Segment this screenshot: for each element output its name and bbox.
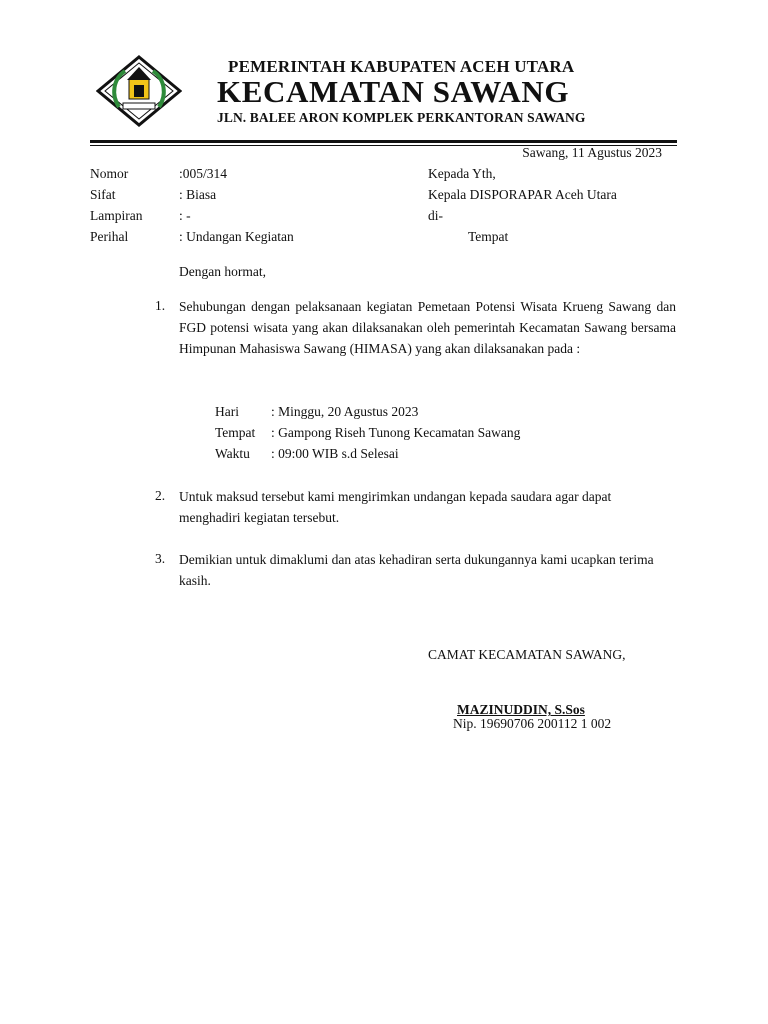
signatory-nip: Nip. 19690706 200112 1 002 [453, 716, 612, 731]
perihal-value: : Undangan Kegiatan [179, 229, 294, 244]
aceh-utara-emblem-icon [96, 55, 182, 127]
waktu-value: : 09:00 WIB s.d Selesai [271, 446, 399, 461]
item-text: Sehubungan dengan pelaksanaan kegiatan Pemetaan Potensi Wisata Krueng Sawang dan FGD potensi wisata yang akan dilaksanakan oleh pemerintah Kecamatan Sawang bersama Himpunan Mahasiswa Sawang (HIMASA) yang akan dilaksanakan pada : [179, 299, 676, 356]
nomor-value: :005/314 [179, 166, 228, 181]
recipient-line-3: di- [428, 208, 443, 223]
recipient-line-4: Tempat [468, 229, 509, 244]
signatory-name: MAZINUDDIN, S.Sos [457, 702, 585, 717]
signature-title: CAMAT KECAMATAN SAWANG, [428, 647, 626, 662]
recipient-line-1: Kepada Yth, [428, 166, 496, 181]
waktu-label: Waktu [215, 446, 250, 461]
lampiran-label: Lampiran [90, 208, 143, 223]
header-divider-thick [90, 140, 677, 143]
sifat-label: Sifat [90, 187, 116, 202]
header-district: KECAMATAN SAWANG [217, 74, 570, 109]
sifat-value: : Biasa [179, 187, 217, 202]
lampiran-value: : - [179, 208, 191, 223]
recipient-line-2: Kepala DISPORAPAR Aceh Utara [428, 187, 617, 202]
tempat-value: : Gampong Riseh Tunong Kecamatan Sawang [271, 425, 521, 440]
hari-label: Hari [215, 404, 239, 419]
item-text: Demikian untuk dimaklumi dan atas kehadiran serta dukungannya kami ucapkan terima kasih. [179, 552, 654, 588]
letter-date: Sawang, 11 Agustus 2023 [522, 145, 662, 160]
header-government: PEMERINTAH KABUPATEN ACEH UTARA [228, 57, 575, 76]
item-text: Untuk maksud tersebut kami mengirimkan undangan kepada saudara agar dapat menghadiri kegiatan tersebut. [179, 489, 612, 525]
perihal-label: Perihal [90, 229, 129, 244]
item-number: 2. [155, 488, 166, 503]
nomor-label: Nomor [90, 166, 129, 181]
item-number: 1. [155, 298, 166, 313]
header-address: JLN. BALEE ARON KOMPLEK PERKANTORAN SAWANG [217, 110, 586, 125]
hari-value: : Minggu, 20 Agustus 2023 [271, 404, 419, 419]
tempat-label: Tempat [215, 425, 256, 440]
item-number: 3. [155, 551, 166, 566]
greeting: Dengan hormat, [179, 264, 266, 279]
